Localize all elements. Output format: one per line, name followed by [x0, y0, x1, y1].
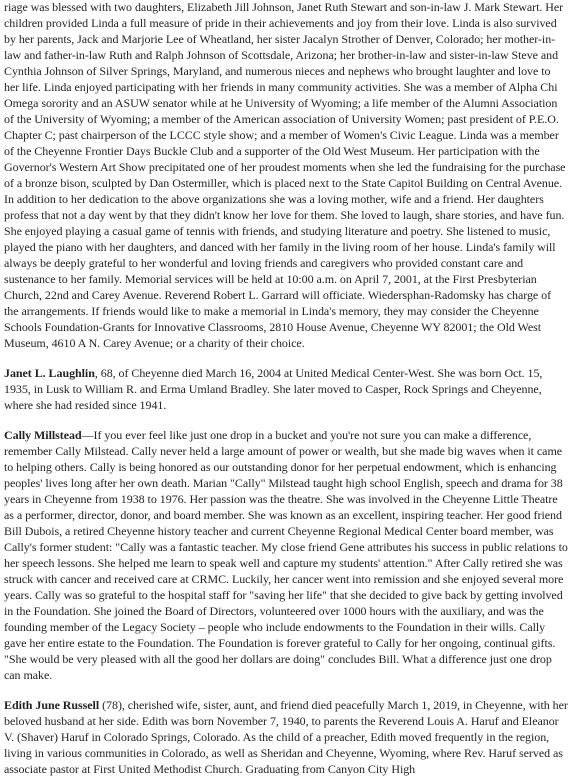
entry-text: 68, of Cheyenne died March 16, 2004 at United Medical Center-West. She was born Oct. 15, 1935, in Lusk to William R. and Erma Umland Bradley. She later moved to Casper, Rock Springs and Cheyenne, where she had resided since 1941. [4, 366, 543, 412]
entry-name: Janet L. Laughlin [4, 366, 95, 380]
entry-separator: — [81, 428, 94, 442]
entry-name: Cally Millstead [4, 428, 82, 442]
entry-text: riage was blessed with two daughters, Elizabeth Jill Johnson, Janet Ruth Stewart and son-in-law J. Mark Stewart. Her children provided Linda a full measure of pride in their achievements and joy from their love. Linda is also survived by her parents, Jack and Marjorie Lee of Wheatland, her sister Jacalyn Strother of Denver, Colorado; her mother-in-law and father-in-law Ruth and Ralph Johnson of Scottsdale, Arizona; her brother-in-law and sister-in-law Steve and Cynthia Johnson of Silver Springs, Maryland, and numerous nieces and nephews who brought laughter and love to her life. Linda enjoyed participating with her friends in many community activities. She was a member of Alpha Chi Omega sorority and an ASUW senator while at he University of Wyoming; a life member of the Alumni Association of the University of Wyoming; a member of the American association of University Women; past president of P.E.O. Chapter C; past chairperson of the LCCC style show; and a member of Women's Civic League. Linda was a member of the Cheyenne Frontier Days Buckle Club and a supporter of the Old West Museum. Her participation with the Governor's Western Art Show precipitated one of her proudest moments when she led the fundraising for the purchase of a bronze bison, sculpted by Dan Ostermiller, which is placed next to the State Capitol Building on Central Avenue. In addition to her dedication to the above organizations she was a loving mother, wife and a friend. Her daughters profess that not a day went by that they didn't know her love for them. She loved to laugh, share stories, and have fun. She enjoyed playing a casual game of tennis with friends, and studying literature and poetry. She listened to music, played the piano with her daughters, and danced with her family in the living room of her house. Linda's family will always be deeply grateful to her wonderful and loving friends and caregivers who provided constant care and sustenance to her family. Memorial services will be held at 10:00 a.m. on April 7, 2001, at the First Presbyterian Church, 22nd and Carey Avenue. Reverend Robert L. Garrard will officiate. Wiedersphan-Radomsky has charge of the arrangements. If friends would like to make a memorial in Linda's memory, they may consider the Cheyenne Schools Foundation-Grants for Innovative Classrooms, 2810 House Avenue, Cheyenne WY 82001; the Old West Museum, 4610 A N. Carey Avenue; or a charity of their choice. [4, 0, 566, 350]
entry-text: (78), cherished wife, sister, aunt, and friend died peacefully March 1, 2019, in Cheyenne, with her beloved husband at her side. Edith was born November 7, 1940, to parents the Reverend Louis A. Haruf and Eleanor V. (Shaver) Haruf in Colorado Springs, Colorado. As the child of a preacher, Edith moved frequently in the region, living in various communities in Colorado, as well as Sheridan and Cheyenne, Wyoming, where Rev. Haruf served as associate pastor at First United Methodist Church. Graduating from Canyon City High [4, 698, 568, 776]
obituary-entry-linda-continued [4, 0, 568, 351]
entry-text: If you ever feel like just one drop in a bucket and you're not sure you can make a difference, remember Cally Milstead. Cally never held a large amount of power or wealth, but she made big waves when it came to helping others. Cally is being honored as our outstanding donor for her perpetual endowment, which is enhancing peoples' lives long after her own death. Marian "Cally" Milstead taught high school English, speech and drama for 38 years in Cheyenne from 1938 to 1976. Her passion was the theatre. She was involved in the Cheyenne Little Theatre as a performer, director, donor, and board member. She was known as an excellent, inspiring teacher. Her good friend Bill Dubois, a retired Cheyenne history teacher and current Cheyenne Regional Medical Center board member, was Cally's former student: "Cally was a fantastic teacher. My close friend Gene attributes his success in public relations to her speech lessons. She helped me learn to speak well and capture my students' attention." After Cally retired she was struck with cancer and received care at CRMC. Luckily, her cancer went into remission and she enjoyed several more years. Cally was so grateful to the hospital staff for "saving her life" that she decided to give back by getting involved in the Foundation. She joined the Board of Directors, volunteered over 1000 hours with the auxiliary, and was the founding member of the Legacy Society – people who include endowments to the Foundation in their wills. Cally gave her entire estate to the Foundation. The Foundation is forever grateful to Cally for her ongoing, continual gifts. "She would be very pleased with all the good her dollars are doing" concludes Bill. What a difference just one drop can make. [4, 428, 568, 682]
obituary-entry-edith-russell [4, 697, 568, 777]
obituary-entry-cally-millstead [4, 427, 568, 683]
obituary-page [4, 0, 568, 777]
obituary-entry-janet-laughlin [4, 365, 568, 413]
entry-name: Edith June Russell [4, 698, 100, 712]
entry-separator: , [94, 366, 101, 380]
